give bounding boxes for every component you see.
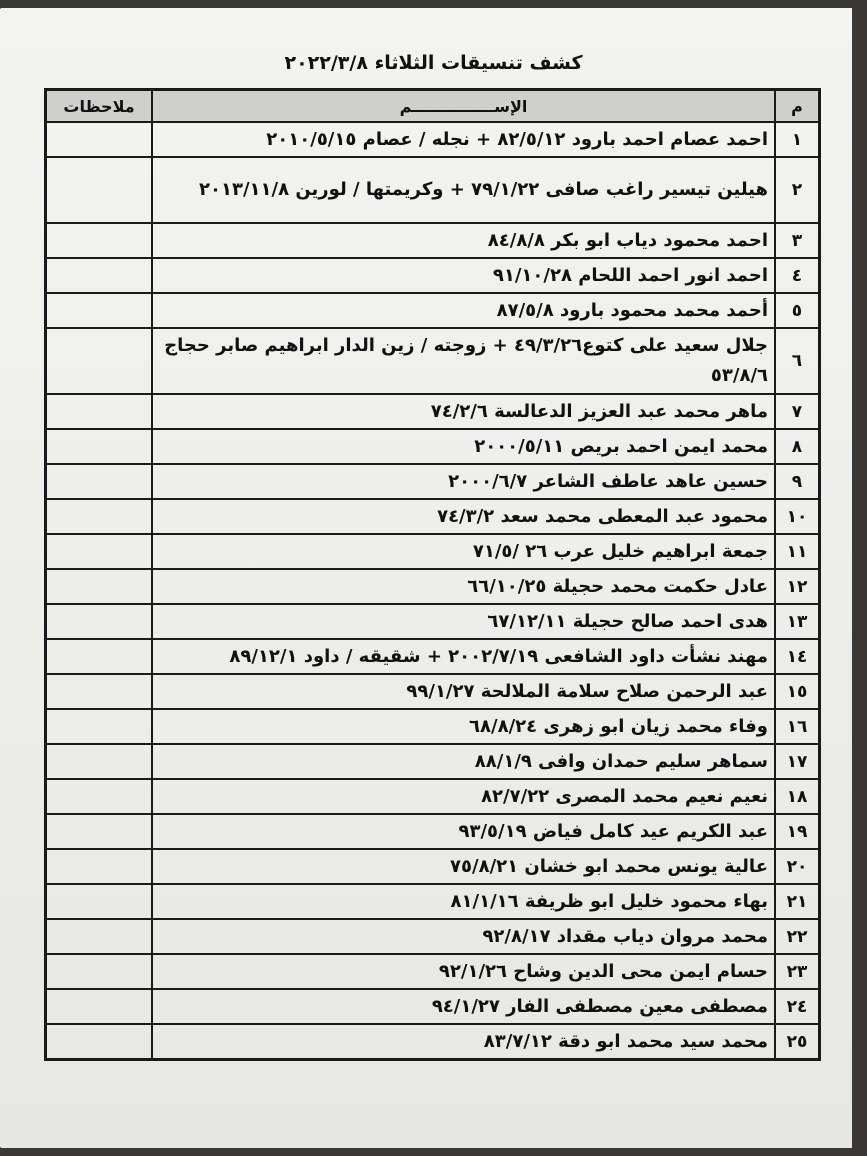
table-row	[46, 394, 820, 429]
row-name: عادل حكمت محمد حجيلة ٦٦/١٠/٢٥	[152, 569, 775, 604]
header-name: الإســـــــــــــــم	[152, 90, 775, 123]
row-notes	[46, 814, 153, 849]
row-notes	[46, 884, 153, 919]
row-number: ٨	[775, 429, 820, 464]
row-notes	[46, 989, 153, 1024]
row-notes	[46, 849, 153, 884]
table-row	[46, 293, 820, 328]
row-notes	[46, 674, 153, 709]
row-name: أحمد محمد محمود بارود ٨٧/٥/٨	[152, 293, 775, 328]
row-name: جمعة ابراهيم خليل عرب ٢٦ /٧١/٥	[152, 534, 775, 569]
row-name: حسين عاهد عاطف الشاعر ٢٠٠٠/٦/٧	[152, 464, 775, 499]
row-number: ١٥	[775, 674, 820, 709]
table-row	[46, 1024, 820, 1060]
table-row	[46, 779, 820, 814]
names-table	[44, 88, 821, 1061]
row-number: ١١	[775, 534, 820, 569]
row-name: احمد عصام احمد بارود ٨٢/٥/١٢ + نجله / عصام ٢٠١٠/٥/١٥	[152, 122, 775, 157]
table-row	[46, 954, 820, 989]
row-notes	[46, 639, 153, 674]
row-number: ٧	[775, 394, 820, 429]
table-row	[46, 534, 820, 569]
row-number: ٦	[775, 328, 820, 394]
row-notes	[46, 954, 153, 989]
row-name: مهند نشأت داود الشافعى ٢٠٠٢/٧/١٩ + شقيقه / داود ٨٩/١٢/١	[152, 639, 775, 674]
row-name: عبد الرحمن صلاح سلامة الملالحة ٩٩/١/٢٧	[152, 674, 775, 709]
row-notes	[46, 464, 153, 499]
row-number: ١٢	[775, 569, 820, 604]
row-name: مصطفى معين مصطفى الفار ٩٤/١/٢٧	[152, 989, 775, 1024]
row-number: ٥	[775, 293, 820, 328]
row-notes	[46, 293, 153, 328]
row-name: بهاء محمود خليل ابو ظريفة ٨١/١/١٦	[152, 884, 775, 919]
row-notes	[46, 499, 153, 534]
row-number: ٢٤	[775, 989, 820, 1024]
table-row	[46, 884, 820, 919]
row-name: وفاء محمد زيان ابو زهرى ٦٨/٨/٢٤	[152, 709, 775, 744]
row-notes	[46, 744, 153, 779]
row-name: نعيم نعيم محمد المصرى ٨٢/٧/٢٢	[152, 779, 775, 814]
row-name: محمود عبد المعطى محمد سعد ٧٤/٣/٢	[152, 499, 775, 534]
row-number: ١٩	[775, 814, 820, 849]
table-row	[46, 122, 820, 157]
row-notes	[46, 1024, 153, 1060]
table-row	[46, 258, 820, 293]
row-notes	[46, 429, 153, 464]
table-row	[46, 989, 820, 1024]
row-number: ١٤	[775, 639, 820, 674]
table-row	[46, 464, 820, 499]
header-number: م	[775, 90, 820, 123]
row-name: محمد مروان دياب مقداد ٩٢/٨/١٧	[152, 919, 775, 954]
row-notes	[46, 157, 153, 223]
table-row	[46, 429, 820, 464]
row-number: ١٧	[775, 744, 820, 779]
table-row	[46, 674, 820, 709]
table-body	[46, 122, 820, 1060]
table-row	[46, 223, 820, 258]
document-page	[0, 8, 852, 1148]
row-name: عبد الكريم عيد كامل فياض ٩٣/٥/١٩	[152, 814, 775, 849]
row-number: ١	[775, 122, 820, 157]
row-number: ٢٥	[775, 1024, 820, 1060]
row-notes	[46, 223, 153, 258]
row-notes	[46, 709, 153, 744]
document-title: كشف تنسيقات الثلاثاء ٢٠٢٢/٣/٨	[284, 52, 583, 74]
row-number: ٤	[775, 258, 820, 293]
row-number: ٣	[775, 223, 820, 258]
row-notes	[46, 258, 153, 293]
table-row	[46, 157, 820, 223]
row-notes	[46, 604, 153, 639]
row-notes	[46, 569, 153, 604]
row-number: ٢	[775, 157, 820, 223]
row-name: ماهر محمد عبد العزيز الدعالسة ٧٤/٢/٦	[152, 394, 775, 429]
row-notes	[46, 779, 153, 814]
table-row	[46, 569, 820, 604]
row-name: هيلين تيسير راغب صافى ٧٩/١/٢٢ + وكريمتها / لورين ٢٠١٣/١١/٨	[152, 157, 775, 223]
row-number: ١٨	[775, 779, 820, 814]
row-name: جلال سعيد على كتوع٤٩/٣/٢٦ + زوجته / زين الدار ابراهيم صابر حجاج ٥٣/٨/٦	[152, 328, 775, 394]
row-number: ٩	[775, 464, 820, 499]
row-name: محمد ايمن احمد بريص ٢٠٠٠/٥/١١	[152, 429, 775, 464]
row-number: ١٠	[775, 499, 820, 534]
row-number: ٢٢	[775, 919, 820, 954]
table-row	[46, 709, 820, 744]
row-number: ٢١	[775, 884, 820, 919]
row-name: محمد سيد محمد ابو دقة ٨٣/٧/١٢	[152, 1024, 775, 1060]
row-notes	[46, 534, 153, 569]
table-row	[46, 814, 820, 849]
table-row	[46, 604, 820, 639]
row-name: احمد محمود دياب ابو بكر ٨٤/٨/٨	[152, 223, 775, 258]
table-row	[46, 328, 820, 394]
table-row	[46, 639, 820, 674]
row-name: هدى احمد صالح حجيلة ٦٧/١٢/١١	[152, 604, 775, 639]
table-row	[46, 849, 820, 884]
table-row	[46, 744, 820, 779]
header-notes: ملاحظات	[46, 90, 153, 123]
row-notes	[46, 122, 153, 157]
row-notes	[46, 328, 153, 394]
table-row	[46, 499, 820, 534]
row-number: ٢٣	[775, 954, 820, 989]
row-name: احمد انور احمد اللحام ٩١/١٠/٢٨	[152, 258, 775, 293]
row-notes	[46, 394, 153, 429]
row-name: عالية يونس محمد ابو خشان ٧٥/٨/٢١	[152, 849, 775, 884]
row-number: ١٣	[775, 604, 820, 639]
row-name: سماهر سليم حمدان وافى ٨٨/١/٩	[152, 744, 775, 779]
table-row	[46, 919, 820, 954]
table-header-row	[46, 90, 820, 123]
row-number: ١٦	[775, 709, 820, 744]
row-name: حسام ايمن محى الدين وشاح ٩٢/١/٢٦	[152, 954, 775, 989]
row-number: ٢٠	[775, 849, 820, 884]
row-notes	[46, 919, 153, 954]
